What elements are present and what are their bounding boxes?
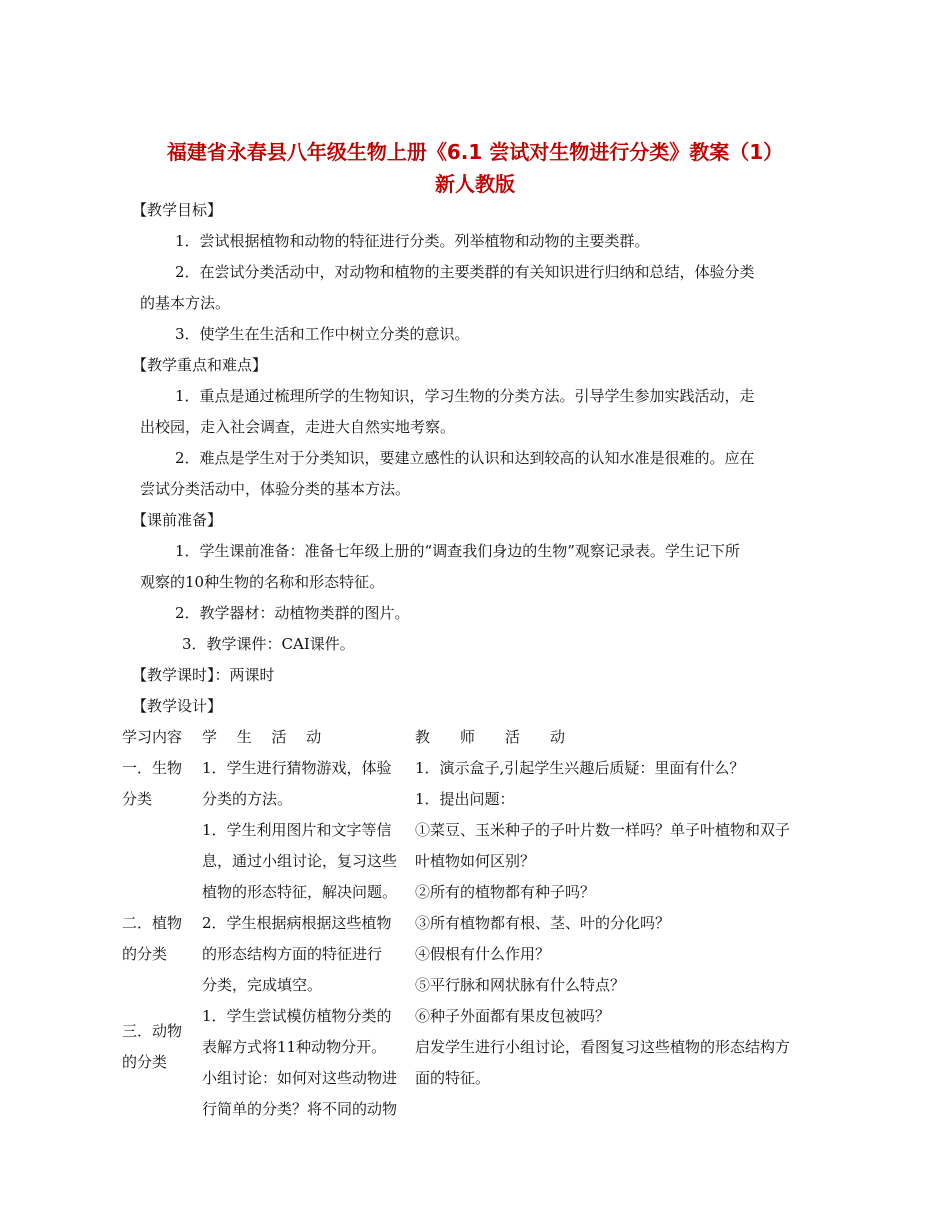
objective-item: 2．在尝试分类活动中，对动物和植物的主要类群的有关知识进行归纳和总结，体验分类 (175, 263, 755, 281)
preparation-item: 1．学生课前准备：准备七年级上册的“调查我们身边的生物”观察记录表。学生记下所 (175, 542, 740, 560)
document-title-line1: 福建省永春县八年级生物上册《6.1 尝试对生物进行分类》教案（1） (166, 140, 784, 164)
teacher-activity-line: ①菜豆、玉米种子的子叶片数一样吗？单子叶植物和双子 (415, 821, 791, 839)
objective-item: 的基本方法。 (140, 294, 231, 312)
student-activity-line: 1．学生尝试模仿植物分类的 (202, 1007, 392, 1025)
teacher-activity-line: 启发学生进行小组讨论，看图复习这些植物的形态结构方 (415, 1038, 791, 1056)
objective-item: 1．尝试根据植物和动物的特征进行分类。列举植物和动物的主要类群。 (175, 232, 650, 250)
section-label: 一．生物 (122, 759, 183, 777)
teacher-activity-line: 叶植物如何区别？ (415, 852, 536, 870)
preparation-heading: 【课前准备】 (132, 511, 223, 529)
document-title-line2: 新人教版 (435, 172, 515, 196)
design-heading: 【教学设计】 (132, 697, 223, 715)
teacher-activity-line: 1．提出问题： (415, 790, 515, 808)
objectives-heading: 【教学目标】 (132, 201, 223, 219)
teacher-activity-line: ③所有植物都有根、茎、叶的分化吗？ (415, 914, 671, 932)
preparation-item: 观察的10种生物的名称和形态特征。 (140, 573, 385, 591)
key-points-heading: 【教学重点和难点】 (132, 356, 268, 374)
preparation-item: 2．教学器材：动植物类群的图片。 (175, 604, 410, 622)
student-activity-line: 植物的形态特征，解决问题。 (202, 883, 398, 901)
student-activity-line: 息，通过小组讨论，复习这些 (202, 852, 398, 870)
student-activity-line: 1．学生利用图片和文字等信 (202, 821, 392, 839)
student-activity-line: 小组讨论：如何对这些动物进 (202, 1069, 398, 1087)
student-activity-line: 表解方式将11种动物分开。 (202, 1038, 387, 1056)
table-header-teacher: 教 师 活 动 (415, 728, 566, 746)
key-point-item: 1．重点是通过梳理所学的生物知识，学习生物的分类方法。引导学生参加实践活动，走 (175, 387, 755, 405)
student-activity-line: 行简单的分类？将不同的动物 (202, 1100, 398, 1118)
student-activity-line: 分类的方法。 (202, 790, 293, 808)
section-label: 分类 (122, 790, 153, 808)
section-label: 的分类 (122, 1053, 168, 1071)
table-header-content: 学习内容 (122, 728, 183, 746)
teacher-activity-line: ②所有的植物都有种子吗？ (415, 883, 596, 901)
key-point-item: 出校园，走入社会调查，走进大自然实地考察。 (140, 418, 456, 436)
student-activity-line: 的形态结构方面的特征进行 (202, 945, 383, 963)
student-activity-line: 1．学生进行猜物游戏，体验 (202, 759, 392, 777)
student-activity-line: 分类，完成填空。 (202, 976, 323, 994)
section-label: 三．动物 (122, 1022, 183, 1040)
class-hours: 【教学课时】：两课时 (132, 666, 275, 684)
teacher-activity-line: ④假根有什么作用？ (415, 945, 551, 963)
teacher-activity-line: 1．演示盒子,引起学生兴趣后质疑：里面有什么？ (415, 759, 745, 777)
table-header-student: 学 生 活 动 (202, 728, 322, 746)
preparation-item: 3．教学课件：CAI课件。 (182, 635, 355, 653)
teacher-activity-line: ⑤平行脉和网状脉有什么特点？ (415, 976, 626, 994)
teacher-activity-line: 面的特征。 (415, 1069, 491, 1087)
key-point-item: 尝试分类活动中，体验分类的基本方法。 (140, 480, 411, 498)
section-label: 的分类 (122, 945, 168, 963)
objective-item: 3．使学生在生活和工作中树立分类的意识。 (175, 325, 470, 343)
section-label: 二．植物 (122, 914, 183, 932)
key-point-item: 2．难点是学生对于分类知识，要建立感性的认识和达到较高的认知水准是很难的。应在 (175, 449, 755, 467)
teacher-activity-line: ⑥种子外面都有果皮包被吗？ (415, 1007, 611, 1025)
student-activity-line: 2．学生根据病根据这些植物 (202, 914, 392, 932)
